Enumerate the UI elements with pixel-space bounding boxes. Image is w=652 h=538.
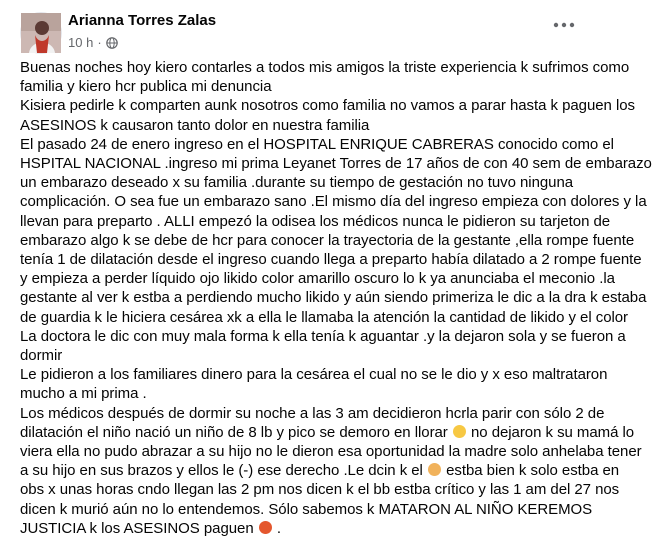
post-text-line: y empieza a perder líquido ojo likido color amarillo oscuro lo k ya anunciaba el meconio .la [20, 270, 615, 288]
more-options-icon[interactable] [550, 14, 578, 36]
sad-face-emoji-icon [453, 425, 466, 438]
post-text-line: ASESINOS k causaron tanto dolor en nuestra familia [20, 116, 370, 134]
post-text-line: dicen k murió aún no lo entendemos. Sólo sabemos k MATARON AL NIÑO KEREMOS [20, 500, 593, 518]
post-header [0, 0, 600, 56]
avatar[interactable] [20, 12, 62, 54]
post-text-line: viera ella no pudo abrazar a su hijo no le dieron esa oportunidad la madre solo anhelaba tener [20, 443, 642, 461]
post-time[interactable]: 10 h [68, 35, 94, 50]
post-text-line: a su hijo en sus brazos y ellos le (-) ese derecho .Le dcin k el estba bien k solo estba en [20, 462, 620, 480]
post-text-line: llevan para preparto . ALLI empezó la odisea los médicos nunca le pidieron su tarjeton de [20, 212, 611, 230]
post-text-line: HSPITAL NACIONAL .ingreso mi prima Leyanet Torres de 17 años de con 40 sem de embarazo [20, 155, 652, 173]
post-text-line: JUSTICIA k los ASESINOS paguen . [20, 519, 281, 537]
post-text-line: Kisiera pedirle k comparten aunk nosotros como familia no vamos a parar hasta k paguen los [20, 97, 635, 115]
angry-face-emoji-icon [259, 521, 272, 534]
meta-separator: · [97, 35, 102, 50]
post-meta [68, 35, 118, 50]
post-text-line: dormir [20, 347, 63, 365]
post-text-line: dilatación el niño nació un niño de 8 lb y pico se demoro en llorar no dejaron k su mamá lo [20, 423, 635, 441]
post-text-line: Los médicos después de dormir su noche a las 3 am decidieron hcrla parir con sólo 2 de [20, 404, 605, 422]
post-text-line: El pasado 24 de enero ingreso en el HOSPITAL ENRIQUE CABRERAS conocido como el [20, 135, 614, 153]
avatar-image [21, 13, 61, 53]
post-text-line: embarazo algo k se debe de hcr para conocer la trayectoria de la gestante ,ella rompe fuente [20, 231, 635, 249]
face-emoji-icon [428, 463, 441, 476]
post-text-line: de guardia k le hiciera cesárea xk a ella le llamaba la atención la cantidad de likido y el color [20, 308, 629, 326]
post-text-line: obs x unas horas cndo llegan las 2 pm nos dicen k el bb estba crítico y las 1 am del 27 nos [20, 481, 620, 499]
post-text-line: complicación. O sea fue un embarazo sano .El mismo día del ingreso empieza con dolores y la [20, 193, 647, 211]
author-name[interactable]: Arianna Torres Zalas [68, 12, 217, 29]
post-text-line: La doctora le dic con muy mala forma k ella tenía k aguantar .y la dejaron sola y se fueron a [20, 327, 626, 345]
post-text-line: familia y kiero hcr publica mi denuncia [20, 78, 272, 96]
post-text-line: mucho a mi prima . [20, 385, 147, 403]
post-text-line: Buenas noches hoy kiero contarles a todos mis amigos la triste experiencia k sufrimos como [20, 59, 630, 76]
post-text-line: gestante al ver k estba a perdiendo mucho likido y aún siendo primeriza le dic a la dra k estaba [20, 289, 647, 307]
post-text-line: Le pidieron a los familiares dinero para la cesárea el cual no se le dio y x eso maltrataron [20, 366, 608, 384]
globe-icon [106, 37, 118, 49]
post-body [20, 58, 652, 538]
post-text-line: tenía 1 de dilatación desde el ingreso cuando llega a preparto había dilatado a 2 rompe fuente [20, 251, 642, 269]
post-text-line: un embarazo deseado x su familia .durante su tiempo de gestación no tuvo ninguna [20, 174, 574, 192]
